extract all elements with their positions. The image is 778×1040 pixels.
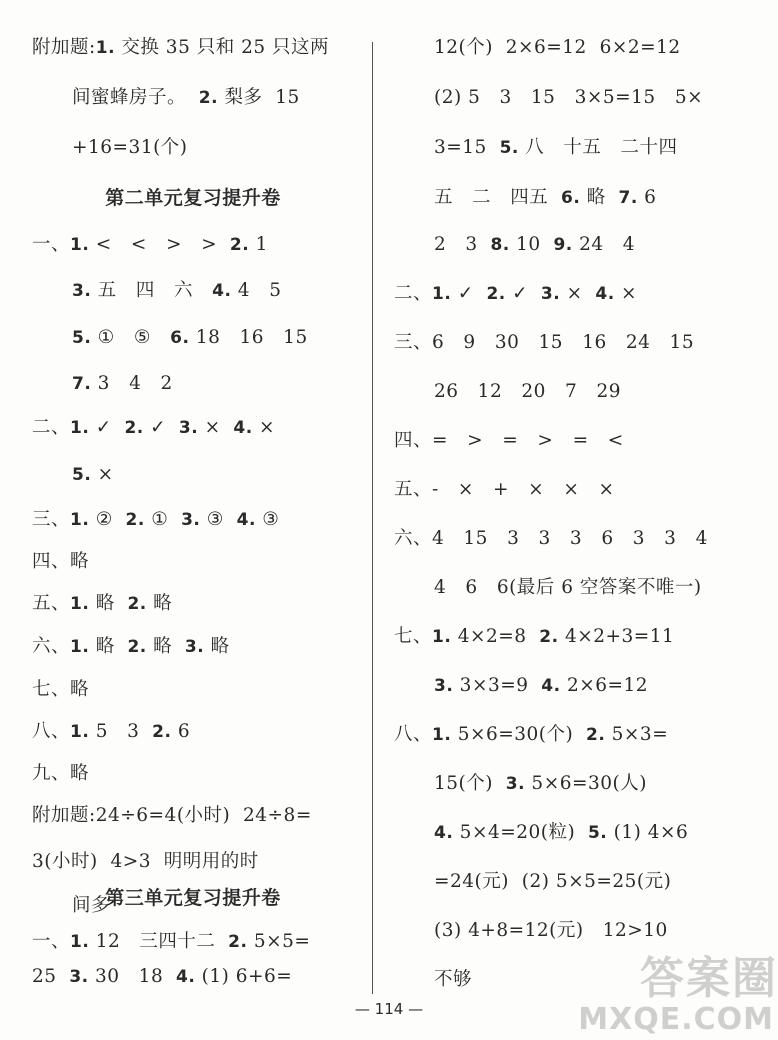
answer-line: [394, 625, 674, 649]
watermark-url: MXQE.COM: [578, 1002, 774, 1037]
answer-text: 第三单元复习提升卷: [105, 887, 281, 909]
question-number: 1.: [95, 38, 116, 58]
answer-line: [394, 723, 668, 747]
answer-text: < < > >: [89, 234, 230, 255]
answer-text: 5×6=30(人): [525, 773, 647, 794]
answer-text: 3=15: [434, 137, 500, 158]
answer-text: 间多: [72, 895, 111, 916]
answer-text: ✓: [451, 283, 487, 304]
answer-text: 附加题:: [32, 37, 96, 58]
answer-text: 第二单元复习提升卷: [105, 187, 281, 209]
answer-line: [32, 36, 329, 60]
answer-text: 五、: [32, 593, 71, 614]
answer-text: 八、: [394, 724, 433, 745]
answer-text: (1) 4×6: [607, 822, 689, 843]
answer-line: [32, 635, 230, 659]
answer-line: [32, 930, 310, 954]
answer-line: [72, 372, 173, 396]
answer-text: 3 4 2: [91, 373, 173, 394]
answer-text: ×: [252, 417, 276, 438]
answer-text: 七、略: [32, 679, 90, 700]
question-number: 3.: [434, 676, 454, 696]
question-number: 1.: [432, 627, 452, 647]
question-number: 3.: [540, 284, 561, 304]
answer-line: [434, 380, 621, 404]
answer-line: [434, 772, 647, 796]
page-number: — 114 —: [354, 1000, 424, 1018]
question-number: 2.: [198, 88, 219, 108]
answer-text: ③: [255, 509, 280, 530]
watermark-text: 答案圈: [640, 953, 778, 1004]
answer-text: ①: [144, 509, 182, 530]
answer-text: 略: [146, 636, 185, 657]
answer-text: 五 四 六: [91, 280, 213, 301]
question-number: 5.: [587, 823, 608, 843]
answer-text: 15(个): [434, 773, 506, 794]
question-number: 1.: [432, 725, 452, 745]
answer-text: 5×6=30(个): [451, 724, 586, 745]
question-number: 4.: [236, 510, 256, 530]
question-number: 1.: [70, 932, 90, 952]
answer-text: 七、: [394, 626, 433, 647]
answer-text: 四、略: [32, 551, 90, 572]
question-number: 2.: [127, 637, 147, 657]
answer-text: 六、4 15 3 3 3 6 3 3 4: [394, 528, 708, 549]
question-number: 7.: [618, 188, 638, 208]
answer-text: 四、= > = > = <: [394, 430, 624, 451]
answer-line: [434, 674, 648, 698]
question-number: 4.: [595, 284, 615, 304]
answer-text: 附加题:24÷6=4(小时) 24÷8=: [32, 805, 312, 826]
answer-text: 略: [89, 593, 128, 614]
question-number: 2.: [486, 284, 506, 304]
question-number: 1.: [70, 594, 90, 614]
answer-text: 二、: [394, 283, 433, 304]
answer-text: 间蜜蜂房子。: [72, 87, 199, 108]
question-number: 4.: [175, 967, 196, 987]
answer-line: [434, 968, 472, 992]
answer-text: 5×5=: [247, 931, 311, 952]
answer-text: 二、: [32, 417, 71, 438]
answer-line: [32, 762, 89, 786]
answer-text: ③: [200, 509, 237, 530]
question-number: 1.: [70, 510, 90, 530]
question-number: 3.: [72, 281, 92, 301]
question-number: 2.: [152, 722, 172, 742]
answer-text: 2×6=12: [560, 675, 649, 696]
answer-text: 5 3: [89, 721, 153, 742]
answer-text: 12(个) 2×6=12 6×2=12: [434, 37, 681, 58]
answer-text: 一、: [32, 931, 71, 952]
answer-text: ① ⑤: [91, 327, 171, 348]
answer-line: [394, 282, 637, 306]
answer-text: ×: [198, 417, 234, 438]
answer-line: [32, 850, 259, 874]
answer-line: [394, 527, 708, 551]
answer-text: 24 4: [572, 234, 636, 255]
question-number: 5.: [499, 138, 519, 158]
question-number: 4.: [434, 823, 454, 843]
answer-line: [434, 821, 688, 845]
answer-line: [32, 550, 89, 574]
answer-text: (1) 6+6=: [195, 966, 293, 987]
answer-text: 2 3: [434, 234, 491, 255]
answer-text: ✓: [143, 417, 179, 438]
question-number: 9.: [553, 235, 573, 255]
answer-text: ×: [91, 464, 114, 485]
answer-text: ②: [89, 509, 126, 530]
answer-line: [434, 136, 678, 160]
answer-text: 10: [509, 234, 554, 255]
section-heading: [32, 886, 354, 910]
answer-line: [434, 86, 703, 110]
answer-text: 八 十五 二十四: [518, 137, 678, 158]
question-number: 3.: [181, 510, 201, 530]
answer-text: 12 三四十二: [89, 931, 229, 952]
answer-text: 5×3=: [605, 724, 669, 745]
answer-line: [434, 576, 702, 600]
answer-line: [394, 478, 614, 502]
answer-line: [434, 233, 635, 257]
answer-line: [32, 508, 279, 532]
answer-line: [72, 463, 114, 487]
answer-text: 不够: [434, 969, 473, 990]
answer-line: [32, 720, 190, 744]
question-number: 4.: [541, 676, 561, 696]
answer-text: ×: [614, 283, 638, 304]
answer-text: 略: [580, 187, 619, 208]
question-number: 5.: [72, 328, 92, 348]
question-number: 3.: [69, 967, 89, 987]
watermark-logo: [546, 940, 778, 1040]
question-number: 6.: [170, 328, 190, 348]
question-number: 3.: [505, 774, 526, 794]
answer-line: [32, 233, 268, 257]
answer-text: 九、略: [32, 763, 90, 784]
answer-text: ✓: [505, 283, 541, 304]
answer-line: [32, 678, 89, 702]
answer-text: 略: [146, 593, 173, 614]
answer-text: (2) 5 3 15 3×5=15 5×: [434, 87, 704, 108]
question-number: 5.: [72, 465, 92, 485]
question-number: 4.: [212, 281, 232, 301]
answer-text: 五、- × + × × ×: [394, 479, 615, 500]
answer-text: 6: [637, 187, 657, 208]
question-number: 2.: [127, 594, 147, 614]
question-number: 2.: [124, 418, 144, 438]
answer-text: 略: [89, 636, 128, 657]
answer-text: ×: [560, 283, 596, 304]
answer-text: 略: [204, 636, 230, 657]
answer-text: ✓: [89, 417, 125, 438]
answer-text: 3×3=9: [453, 675, 542, 696]
answer-text: 6: [171, 721, 191, 742]
answer-text: +16=31(个): [72, 137, 188, 158]
answer-line: [394, 331, 694, 355]
answer-text: 五 二 四五: [434, 187, 562, 208]
answer-line: [72, 326, 308, 350]
answer-text: 交换 35 只和 25 只这两: [115, 37, 330, 58]
answer-text: 26 12 20 7 29: [434, 381, 621, 402]
answer-text: 4×2+3=11: [558, 626, 675, 647]
answer-text: (3) 4+8=12(元) 12>10: [434, 920, 668, 941]
answer-line: [434, 870, 671, 894]
answer-line: [394, 429, 624, 453]
answer-text: 三、6 9 30 15 16 24 15: [394, 332, 695, 353]
question-number: 2.: [585, 725, 606, 745]
question-number: 2.: [539, 627, 559, 647]
answer-text: 八、: [32, 721, 71, 742]
question-number: 8.: [490, 235, 510, 255]
question-number: 1.: [70, 418, 90, 438]
column-divider: [372, 42, 373, 994]
question-number: 7.: [72, 374, 92, 394]
answer-text: 梨多 15: [218, 87, 300, 108]
answer-text: 1: [249, 234, 268, 255]
question-number: 6.: [561, 188, 581, 208]
answer-text: 一、: [32, 234, 71, 255]
answer-text: 30 18: [88, 966, 176, 987]
answer-text: 三、: [32, 509, 71, 530]
question-number: 1.: [70, 637, 90, 657]
answer-text: 4 5: [231, 280, 282, 301]
answer-text: 25: [32, 966, 70, 987]
question-number: 1.: [432, 284, 452, 304]
answer-text: 5×4=20(粒): [453, 822, 588, 843]
question-number: 3.: [178, 418, 199, 438]
question-number: 3.: [184, 637, 205, 657]
answer-line: [72, 279, 281, 303]
answer-text: 4 6 6(最后 6 空答案不唯一): [434, 577, 702, 598]
answer-text: 4×2=8: [451, 626, 540, 647]
answer-line: [72, 86, 300, 110]
answer-text: 18 16 15: [189, 327, 308, 348]
question-number: 2.: [125, 510, 145, 530]
answer-line: [32, 416, 275, 440]
section-heading: [32, 186, 354, 210]
question-number: 2.: [228, 932, 248, 952]
answer-line: [434, 186, 656, 210]
answer-line: [32, 804, 312, 828]
answer-text: 3(小时) 4>3 明明用的时: [32, 851, 259, 872]
question-number: 4.: [233, 418, 253, 438]
answer-line: [32, 592, 172, 616]
answer-line: [434, 36, 681, 60]
question-number: 1.: [70, 235, 90, 255]
question-number: 2.: [229, 235, 250, 255]
answer-text: 六、: [32, 636, 71, 657]
question-number: 1.: [70, 722, 90, 742]
answer-text: =24(元) (2) 5×5=25(元): [434, 871, 672, 892]
answer-line: [32, 965, 292, 989]
answer-line: [72, 136, 188, 160]
